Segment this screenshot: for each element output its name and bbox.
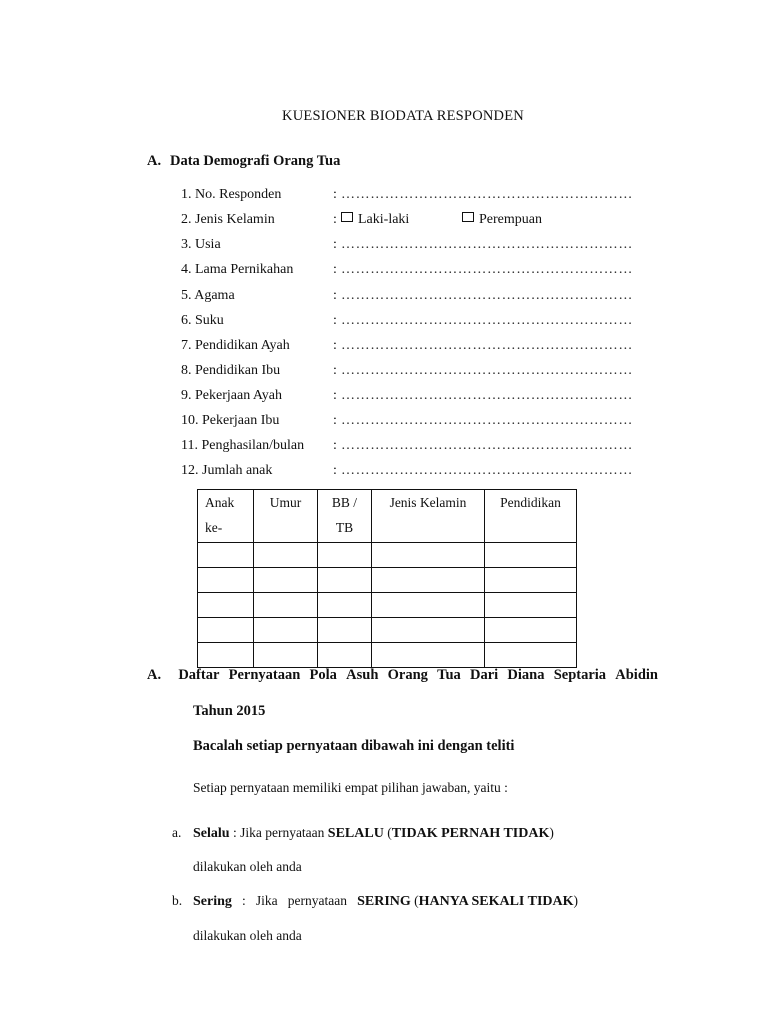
- field-label-pendidikan-ayah: 7. Pendidikan Ayah: [181, 338, 290, 353]
- option-a-paren-text: TIDAK PERNAH TIDAK: [391, 826, 550, 841]
- heading-word: Dari: [469, 667, 499, 683]
- option-a-line: Selalu : Jika pernyataan SELALU (TIDAK PERNAH TIDAK): [193, 825, 554, 841]
- col-header-pendidikan: Pendidikan: [485, 490, 577, 543]
- option-b-line: Sering : Jika pernyataan SERING (HANYA SEKALI TIDAK): [193, 893, 578, 909]
- field-blank-agama[interactable]: ……………………………………………………: [341, 288, 633, 303]
- col-header-bb-tb: BB / TB: [318, 490, 372, 543]
- table-cell[interactable]: [318, 543, 372, 568]
- gender-option-female[interactable]: [462, 212, 542, 228]
- table-cell[interactable]: [254, 593, 318, 618]
- field-blank-lama-pernikahan[interactable]: ……………………………………………………: [341, 262, 633, 277]
- field-label-pekerjaan-ayah: 9. Pekerjaan Ayah: [181, 388, 282, 403]
- field-colon: :: [333, 212, 337, 227]
- table-row: [198, 643, 577, 668]
- section-a-letter: A.: [147, 153, 162, 169]
- col-header-anak-ke: Anak ke-: [198, 490, 254, 543]
- table-cell[interactable]: [485, 643, 577, 668]
- table-cell[interactable]: [198, 543, 254, 568]
- section-b-heading-year: Tahun 2015: [193, 703, 266, 719]
- col-header-jenis-kelamin: Jenis Kelamin: [372, 490, 485, 543]
- table-row: [198, 543, 577, 568]
- heading-word: Asuh: [346, 667, 379, 683]
- field-label-pendidikan-ibu: 8. Pendidikan Ibu: [181, 363, 281, 378]
- table-cell[interactable]: [254, 543, 318, 568]
- table-cell[interactable]: [198, 568, 254, 593]
- heading-word: Tua: [437, 667, 461, 683]
- gender-option-male[interactable]: [341, 212, 409, 228]
- option-b-keyword: SERING: [357, 894, 411, 909]
- heading-word: Diana: [507, 667, 545, 683]
- heading-word: Daftar: [178, 667, 220, 683]
- heading-word: Abidin: [615, 667, 658, 683]
- field-blank-pendidikan-ibu[interactable]: ……………………………………………………: [341, 363, 633, 378]
- table-row: [198, 618, 577, 643]
- option-a-keyword: SELALU: [327, 826, 384, 841]
- section-a-title: Data Demografi Orang Tua: [170, 153, 341, 169]
- field-label-no-responden: 1. No. Responden: [181, 187, 282, 202]
- field-label-lama-pernikahan: 4. Lama Pernikahan: [181, 262, 294, 277]
- table-row: [198, 593, 577, 618]
- gender-label-female: Perempuan: [479, 212, 542, 227]
- field-colon: :: [333, 262, 337, 277]
- table-cell[interactable]: [372, 543, 485, 568]
- table-cell[interactable]: [485, 618, 577, 643]
- option-a-term: Selalu: [193, 826, 230, 841]
- table-cell[interactable]: [485, 543, 577, 568]
- heading-word: Septaria: [553, 667, 607, 683]
- table-cell[interactable]: [485, 593, 577, 618]
- table-cell[interactable]: [198, 593, 254, 618]
- children-table: [197, 489, 577, 668]
- field-colon: :: [333, 363, 337, 378]
- field-label-pekerjaan-ibu: 10. Pekerjaan Ibu: [181, 413, 280, 428]
- option-a-continuation: dilakukan oleh anda: [193, 859, 302, 874]
- section-b-letter: A.: [147, 667, 162, 683]
- field-colon: :: [333, 313, 337, 328]
- table-cell[interactable]: [485, 568, 577, 593]
- heading-word: Orang: [387, 667, 428, 683]
- field-blank-pekerjaan-ibu[interactable]: ……………………………………………………: [341, 413, 633, 428]
- table-cell[interactable]: [198, 643, 254, 668]
- option-b-continuation: dilakukan oleh anda: [193, 928, 302, 943]
- field-colon: :: [333, 288, 337, 303]
- table-cell[interactable]: [372, 618, 485, 643]
- field-colon: :: [333, 338, 337, 353]
- field-colon: :: [333, 413, 337, 428]
- intro-text: Setiap pernyataan memiliki empat pilihan jawaban, yaitu :: [193, 780, 508, 795]
- table-row: [198, 568, 577, 593]
- field-blank-usia[interactable]: ……………………………………………………: [341, 237, 633, 252]
- field-label-jumlah-anak: 12. Jumlah anak: [181, 463, 273, 478]
- table-cell[interactable]: [318, 618, 372, 643]
- field-label-jenis-kelamin: 2. Jenis Kelamin: [181, 212, 275, 227]
- field-blank-no-responden[interactable]: ……………………………………………………: [341, 187, 633, 202]
- field-colon: :: [333, 237, 337, 252]
- heading-word: Pernyataan: [228, 667, 301, 683]
- document-title: KUESIONER BIODATA RESPONDEN: [282, 108, 524, 124]
- table-cell[interactable]: [372, 643, 485, 668]
- table-cell[interactable]: [254, 618, 318, 643]
- table-cell[interactable]: [254, 568, 318, 593]
- col-header-umur: Umur: [254, 490, 318, 543]
- instruction-text: Bacalah setiap pernyataan dibawah ini dengan teliti: [193, 738, 515, 754]
- field-blank-suku[interactable]: ……………………………………………………: [341, 313, 633, 328]
- field-colon: :: [333, 187, 337, 202]
- heading-word: Pola: [309, 667, 337, 683]
- field-label-agama: 5. Agama: [181, 288, 235, 303]
- children-table-header: [198, 490, 577, 543]
- section-b-heading: [147, 667, 658, 684]
- field-colon: :: [333, 463, 337, 478]
- field-colon: :: [333, 388, 337, 403]
- option-b-term: Sering: [193, 894, 232, 909]
- option-b-letter: b.: [172, 893, 183, 908]
- checkbox-male[interactable]: [341, 212, 353, 222]
- section-a-heading: [147, 153, 340, 170]
- field-blank-pendidikan-ayah[interactable]: ……………………………………………………: [341, 338, 633, 353]
- field-blank-penghasilan[interactable]: ……………………………………………………: [341, 438, 633, 453]
- checkbox-female[interactable]: [462, 212, 474, 222]
- table-cell[interactable]: [372, 593, 485, 618]
- field-label-usia: 3. Usia: [181, 237, 221, 252]
- option-b-paren-text: HANYA SEKALI TIDAK: [418, 894, 574, 909]
- table-cell[interactable]: [254, 643, 318, 668]
- option-a-letter: a.: [172, 825, 182, 840]
- field-blank-jumlah-anak[interactable]: ……………………………………………………: [341, 463, 633, 478]
- table-cell[interactable]: [318, 593, 372, 618]
- table-cell[interactable]: [198, 618, 254, 643]
- table-cell[interactable]: [318, 568, 372, 593]
- field-colon: :: [333, 438, 337, 453]
- gender-label-male: Laki-laki: [358, 212, 410, 227]
- table-cell[interactable]: [372, 568, 485, 593]
- field-blank-pekerjaan-ayah[interactable]: ……………………………………………………: [341, 388, 633, 403]
- field-label-penghasilan: 11. Penghasilan/bulan: [181, 438, 305, 453]
- table-cell[interactable]: [318, 643, 372, 668]
- field-label-suku: 6. Suku: [181, 313, 224, 328]
